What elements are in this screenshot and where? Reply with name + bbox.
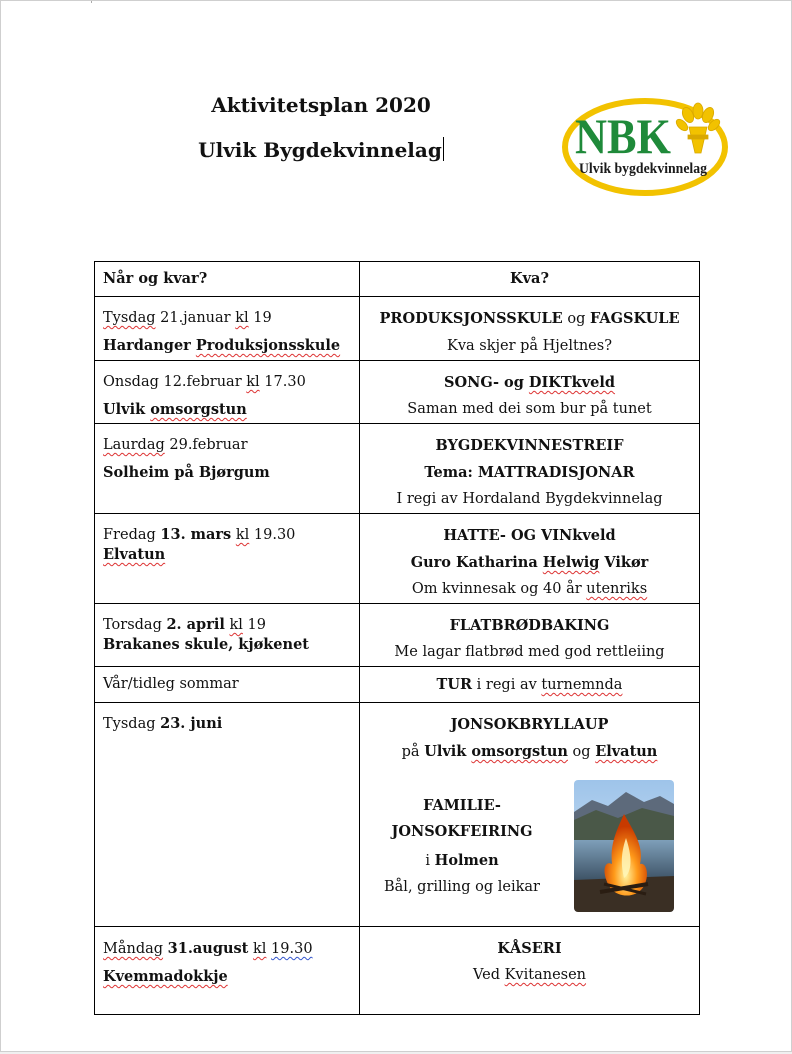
cell-what [360, 703, 700, 927]
logo-name: Ulvik bygdekvinnelag [579, 161, 708, 177]
activity-table [94, 261, 700, 1015]
document-subtitle [141, 137, 501, 162]
family-event-block: FAMILIE- JONSOKFEIRING i Holmen Bål, grilling og leikar [384, 797, 540, 895]
cell-what: TUR i regi av turnemnda [360, 667, 700, 703]
cell-what: HATTE- OG VINkveld Guro Katharina Helwig Vikør Om kvinnesak og 40 år utenriks [360, 514, 700, 604]
cell-when: Tysdag 21.januar kl 19 Hardanger Produksjonsskule [95, 297, 360, 361]
cell-when: Laurdag 29.februar Solheim på Bjørgum [95, 424, 360, 514]
document-title: Aktivitetsplan 2020 [211, 93, 431, 117]
cell-when: Onsdag 12.februar kl 17.30 Ulvik omsorgstun [95, 361, 360, 424]
cell-what: PRODUKSJONSSKULE og FAGSKULE Kva skjer på Hjeltnes? [360, 297, 700, 361]
logo-letters: NBK [575, 108, 672, 164]
cell-when: Torsdag 2. april kl 19 Brakanes skule, kjøkenet [95, 604, 360, 667]
subtitle-text: Ulvik Bygdekvinnelag [198, 138, 442, 162]
table-row [95, 297, 700, 361]
cell-when: Tysdag 23. juni [95, 703, 360, 927]
cell-what: KÅSERI Ved Kvitanesen [360, 927, 700, 1015]
cell-what: BYGDEKVINNESTREIF Tema: MATTRADISJONAR I regi av Hordaland Bygdekvinnelag [360, 424, 700, 514]
june-content: JONSOKBRYLLAUP på Ulvik omsorgstun og Elvatun FAMILIE- JONSOKFEIRING i Holmen Bål, grilling og leikar [364, 711, 695, 925]
cell-when: Måndag 31.august kl 19.30 Kvemmadokkje [95, 927, 360, 1015]
page-corner-mark [91, 1, 98, 3]
text-cursor [443, 137, 444, 161]
table-row [95, 514, 700, 604]
cell-what: FLATBRØDBAKING Me lagar flatbrød med god rettleiing [360, 604, 700, 667]
table-header-row [95, 262, 700, 297]
table-row [95, 667, 700, 703]
table-row [95, 927, 700, 1015]
column-header-what: Kva? [360, 262, 700, 297]
nbk-logo [561, 93, 729, 197]
cell-what: SONG- og DIKTkveld Saman med dei som bur på tunet [360, 361, 700, 424]
column-header-when: Når og kvar? [95, 262, 360, 297]
table-row [95, 424, 700, 514]
table-row [95, 361, 700, 424]
wheat-sheaf-icon [674, 103, 722, 153]
cell-when: Fredag 13. mars kl 19.30 Elvatun [95, 514, 360, 604]
table-row [95, 604, 700, 667]
table-row [95, 703, 700, 927]
cell-when: Vår/tidleg sommar [95, 667, 360, 703]
bonfire-photo [574, 780, 674, 912]
